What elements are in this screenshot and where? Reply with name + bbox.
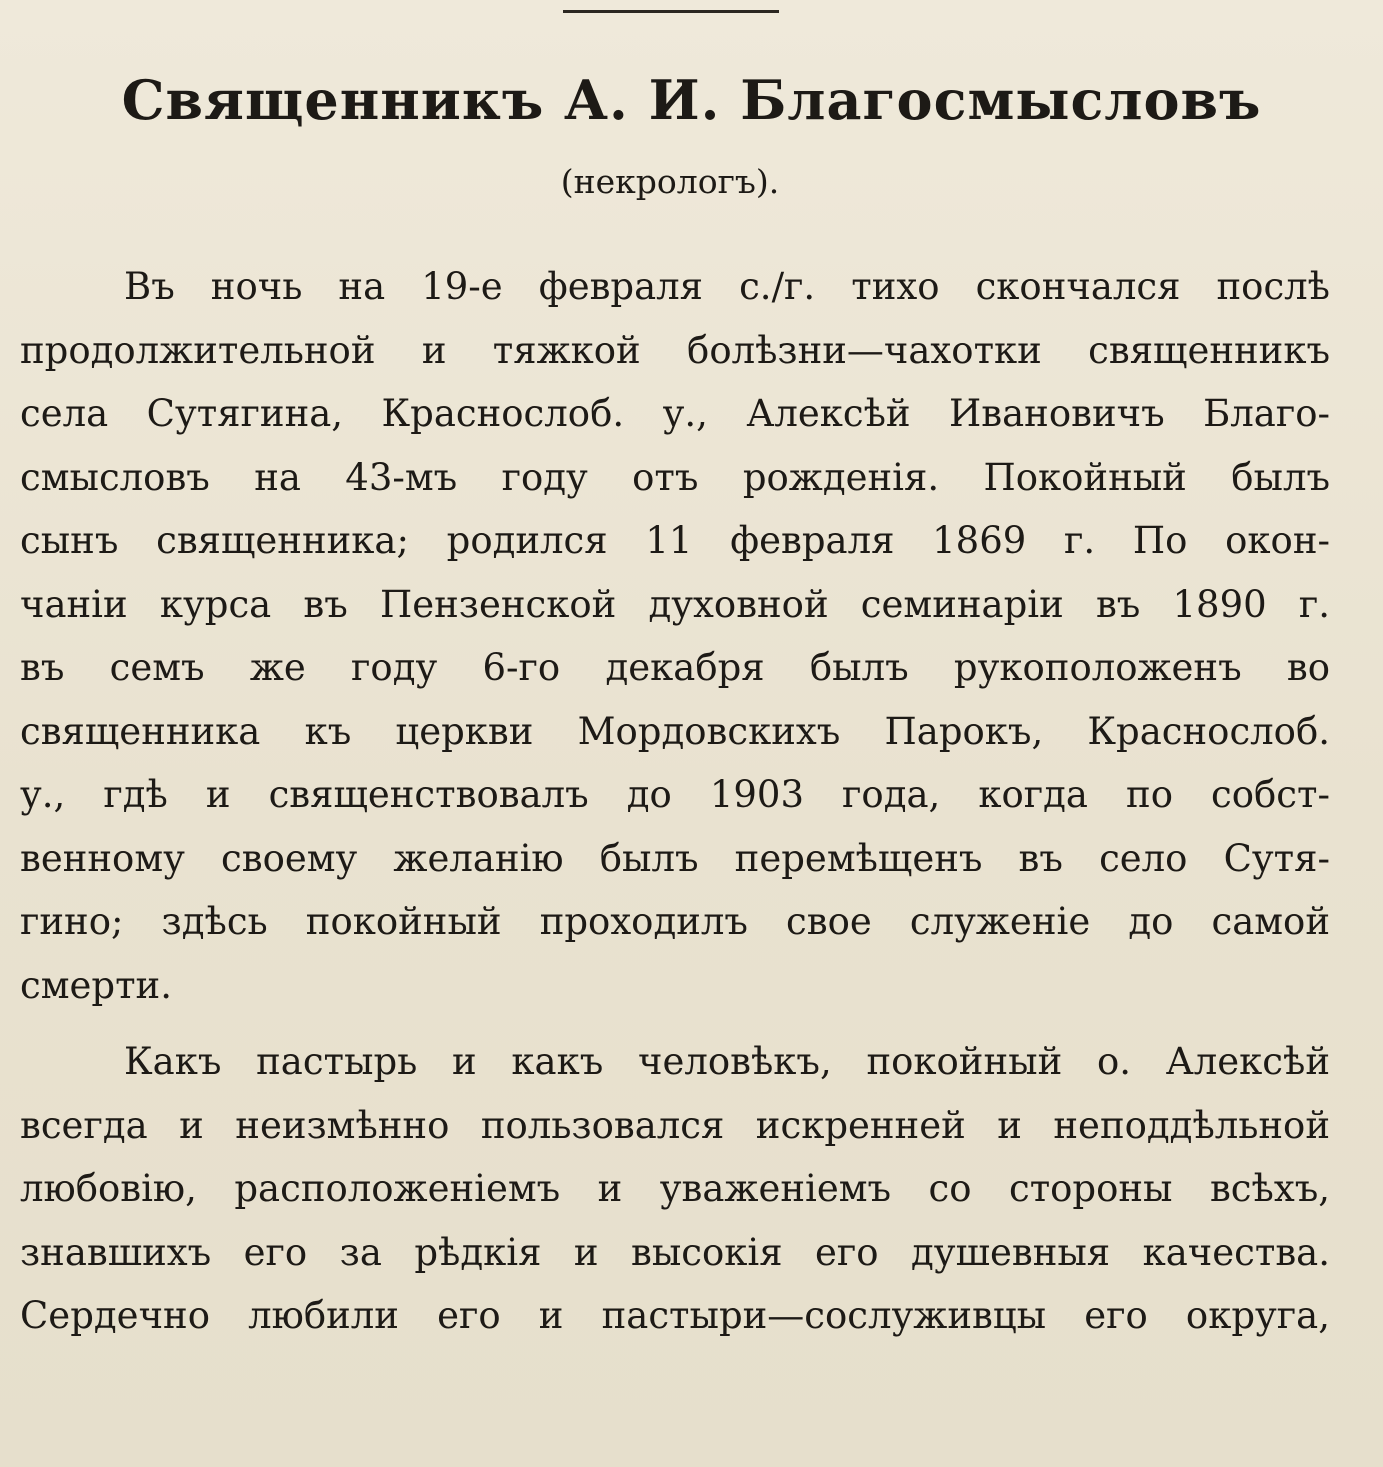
text-line: любовію, расположеніемъ и уваженіемъ со стороны всѣхъ, bbox=[20, 1167, 1330, 1210]
text-line: Сердечно любили его и пастыри—сослуживцы его округа, bbox=[20, 1294, 1330, 1337]
text-line: священника къ церкви Мордовскихъ Парокъ, Краснослоб. bbox=[20, 709, 1330, 753]
text-line: смысловъ на 43-мъ году отъ рожденія. Покойный былъ bbox=[20, 455, 1330, 499]
text-line: гино; здѣсь покойный проходилъ свое служеніе до самой bbox=[20, 900, 1330, 943]
text-line: всегда и неизмѣнно пользовался искренней и неподдѣльной bbox=[20, 1103, 1330, 1147]
text-line: у., гдѣ и священствовалъ до 1903 года, когда по собст- bbox=[20, 773, 1330, 816]
text-line: смерти. bbox=[20, 963, 172, 1007]
text-line: венному своему желанію былъ перемѣщенъ въ село Сутя- bbox=[20, 836, 1330, 880]
paragraph-gap bbox=[20, 1017, 1330, 1030]
text-line: села Сутягина, Краснослоб. у., Алексѣй Ивановичъ Благо- bbox=[20, 392, 1330, 435]
top-rule bbox=[563, 10, 779, 13]
article-body bbox=[20, 255, 1330, 1348]
text-line: Въ ночь на 19-е февраля с./г. тихо скончался послѣ bbox=[124, 265, 1330, 308]
text-line: продолжительной и тяжкой болѣзни—чахотки священникъ bbox=[20, 328, 1330, 372]
text-line: знавшихъ его за рѣдкія и высокія его душевныя качества. bbox=[20, 1230, 1330, 1274]
text-line: чаніи курса въ Пензенской духовной семинаріи въ 1890 г. bbox=[20, 582, 1330, 626]
article-subtitle: (некрологъ). bbox=[560, 162, 780, 201]
article-title: Священникъ А. И. Благосмысловъ bbox=[121, 68, 1262, 132]
text-line: сынъ священника; родился 11 февраля 1869 г. По окон- bbox=[20, 519, 1330, 562]
text-line: въ семъ же году 6-го декабря былъ рукоположенъ во bbox=[20, 646, 1330, 689]
text-line: Какъ пастырь и какъ человѣкъ, покойный о. Алексѣй bbox=[124, 1040, 1330, 1083]
